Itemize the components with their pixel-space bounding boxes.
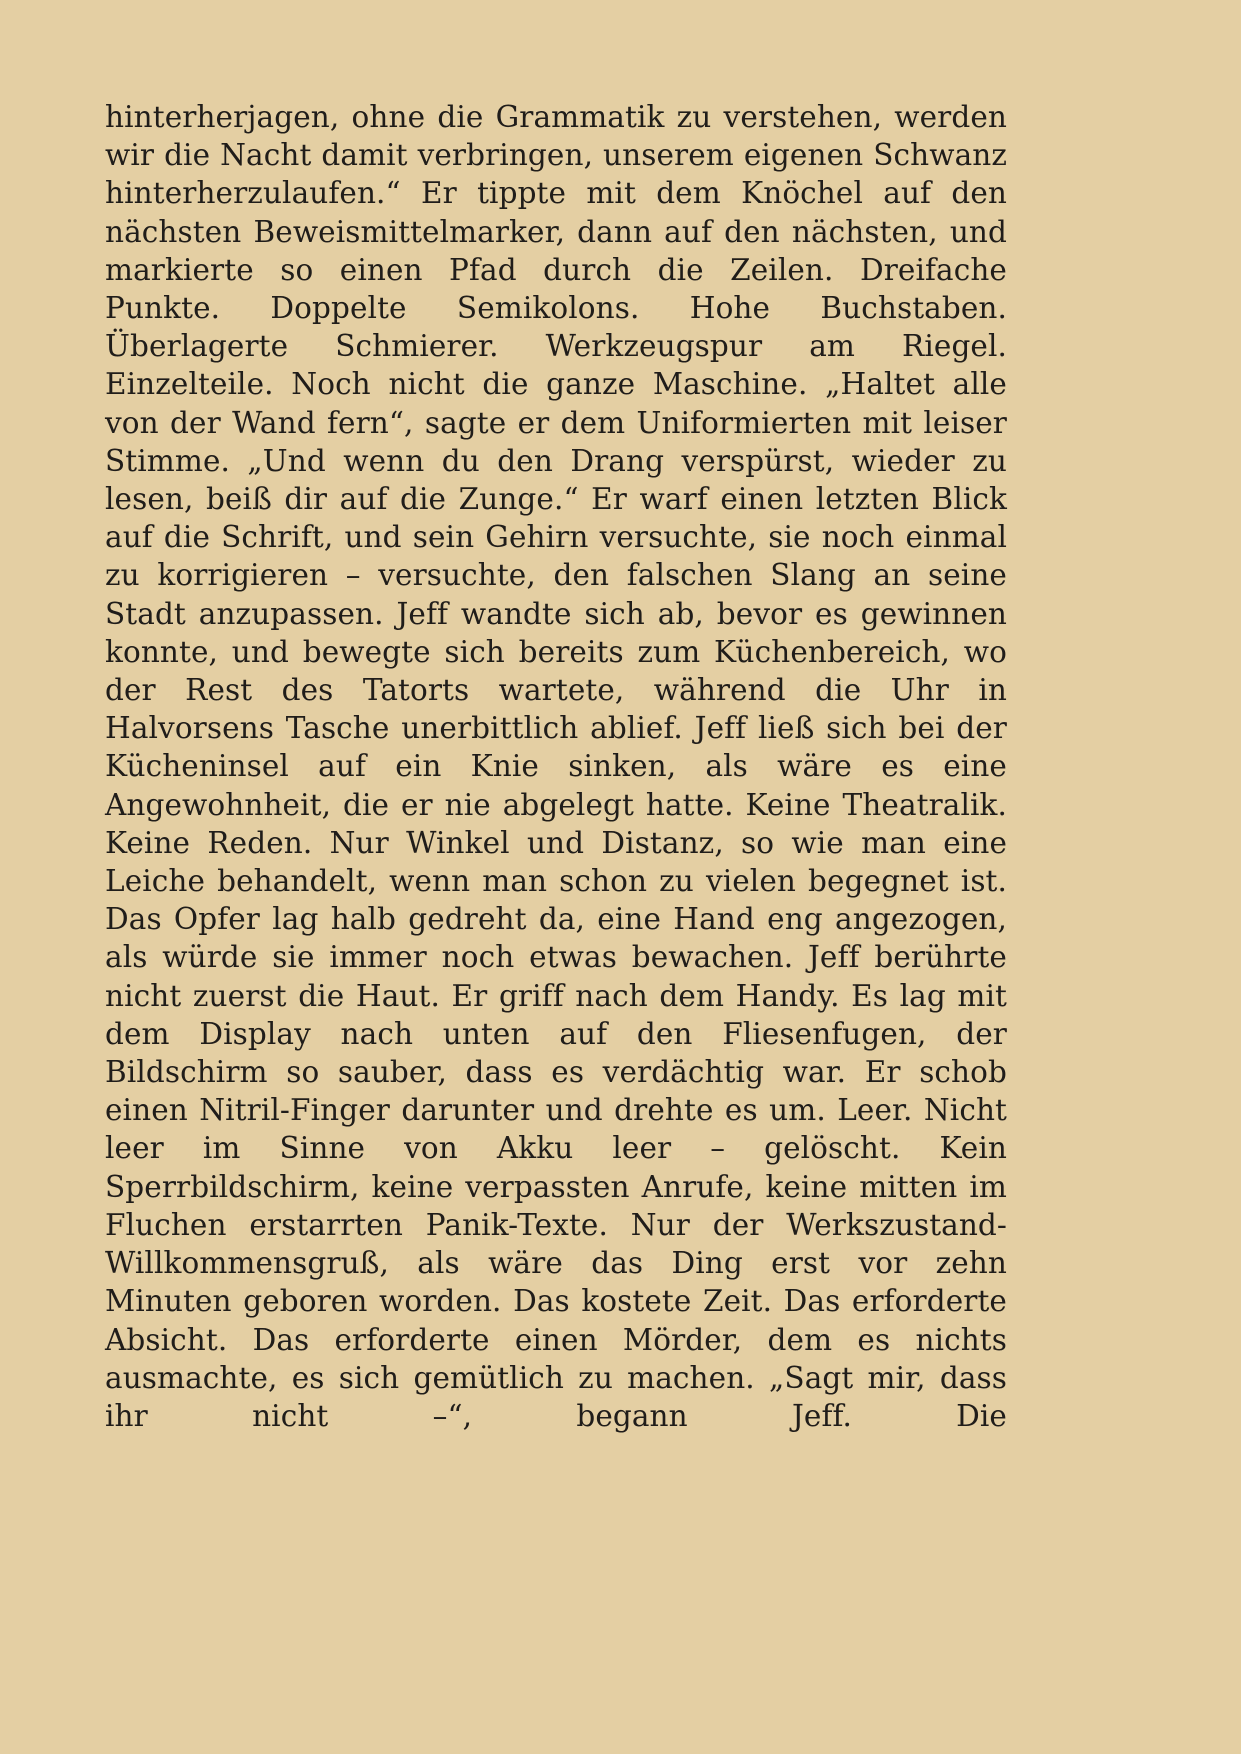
body-paragraph: hinterherjagen, ohne die Grammatik zu verstehen, werden wir die Nacht damit verbringen, unserem eigenen Schwanz hinterherzulaufen.“ Er tippte mit dem Knöchel auf den nächsten Beweismittelmarker, dann auf den nächsten, und markierte so einen Pfad durch die Zeilen. Dreifache Punkte. Doppelte Semikolons. Hohe Buchstaben. Überlagerte Schmierer. Werkzeugspur am Riegel. Einzelteile. Noch nicht die ganze Maschine. „Haltet alle von der Wand fern“, sagte er dem Uniformierten mit leiser Stimme. „Und wenn du den Drang verspürst, wieder zu lesen, beiß dir auf die Zunge.“ Er warf einen letzten Blick auf die Schrift, und sein Gehirn versuchte, sie noch einmal zu korrigieren – versuchte, den falschen Slang an seine Stadt anzupassen. Jeff wandte sich ab, bevor es gewinnen konnte, und bewegte sich bereits zum Küchenbereich, wo der Rest des Tatorts wartete, während die Uhr in Halvorsens Tasche unerbittlich ablief. Jeff ließ sich bei der Kücheninsel auf ein Knie sinken, als wäre es eine Angewohnheit, die er nie abgelegt hatte. Keine Theatralik. Keine Reden. Nur Winkel und Distanz, so wie man eine Leiche behandelt, wenn man schon zu vielen begegnet ist. Das Opfer lag halb gedreht da, eine Hand eng angezogen, als würde sie immer noch etwas bewachen. Jeff berührte nicht zuerst die Haut. Er griff nach dem Handy. Es lag mit dem Display nach unten auf den Fliesenfugen, der Bildschirm so sauber, dass es verdächtig war. Er schob einen Nitril-Finger darunter und drehte es um. Leer. Nicht leer im Sinne von Akku leer – gelöscht. Kein Sperrbildschirm, keine verpassten Anrufe, keine mitten im Fluchen erstarrten Panik-Texte. Nur der Werkszustand-Willkommensgruß, als wäre das Ding erst vor zehn Minuten geboren worden. Das kostete Zeit. Das erforderte Absicht. Das erforderte einen Mörder, dem es nichts ausmachte, es sich gemütlich zu machen. „Sagt mir, dass ihr nicht –“, begann Jeff. Die	[105, 100, 1008, 1433]
text-column	[105, 98, 1007, 1473]
